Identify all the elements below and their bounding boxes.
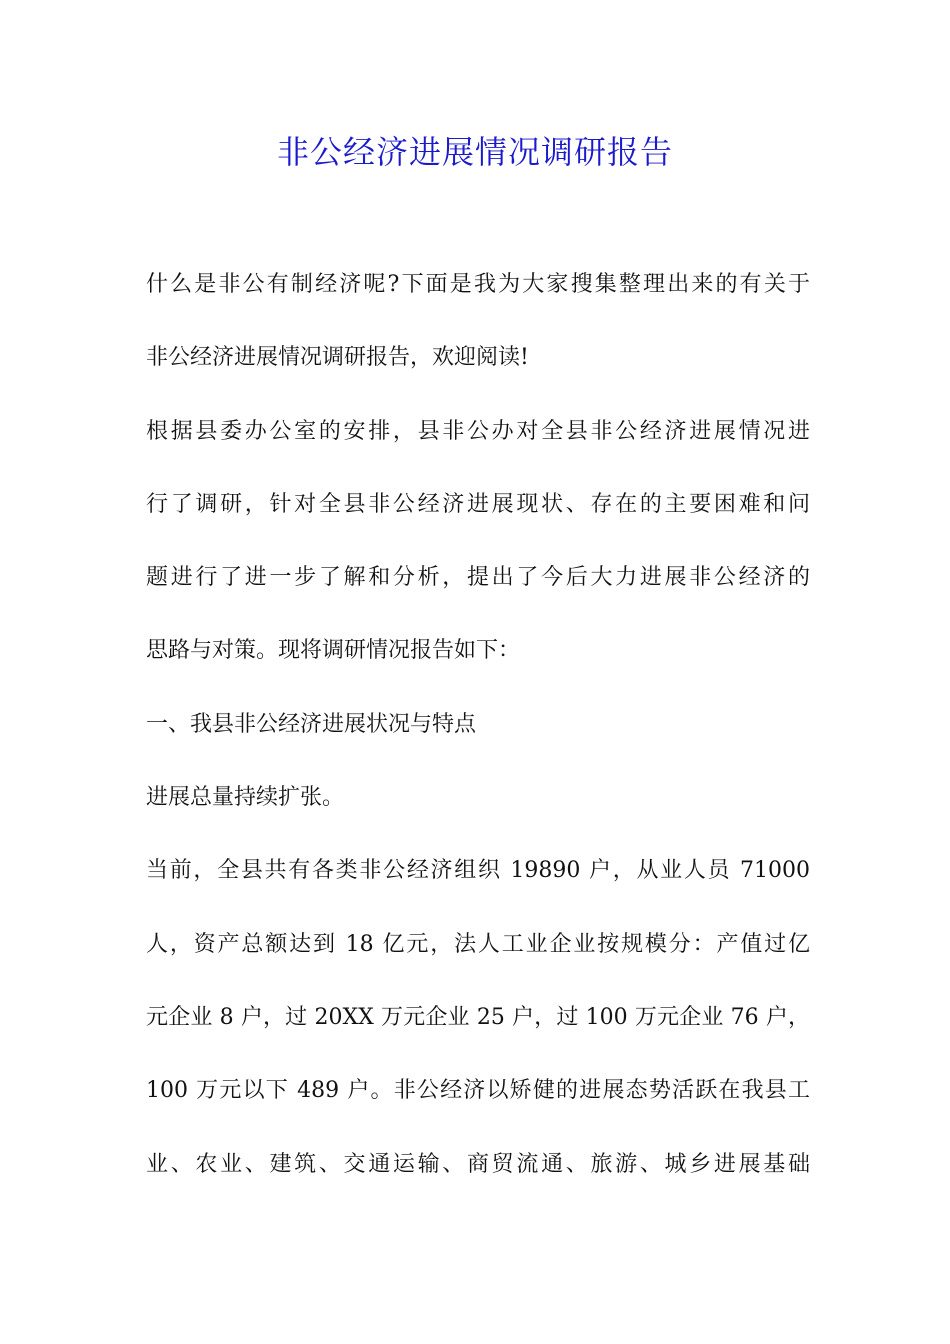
body-line: 非公经济进展情况调研报告，欢迎阅读!	[146, 345, 529, 371]
body-line: 什么是非公有制经济呢?下面是我为大家搜集整理出来的有关于	[146, 272, 810, 297]
body-line: 题进行了进一步了解和分析，提出了今后大力进展非公经济的	[146, 565, 810, 591]
body-line: 业、农业、建筑、交通运输、商贸流通、旅游、城乡进展基础	[146, 1151, 810, 1177]
body-line: 根据县委办公室的安排，县非公办对全县非公经济进展情况进	[146, 418, 810, 444]
document-title: 非公经济进展情况调研报告	[276, 133, 673, 171]
body-line: 人，资产总额达到 18 亿元，法人工业企业按规模分：产值过亿	[146, 931, 810, 957]
body-line: 100 万元以下 489 户。非公经济以矫健的进展态势活跃在我县工	[146, 1078, 810, 1104]
document-body	[146, 262, 810, 1215]
body-line: 元企业 8 户，过 20XX 万元企业 25 户，过 100 万元企业 76 户，	[146, 1004, 810, 1030]
section-heading: 一、我县非公经济进展状况与特点	[146, 711, 477, 737]
body-line: 行了调研，针对全县非公经济进展现状、存在的主要困难和问	[146, 491, 810, 517]
body-line: 进展总量持续扩张。	[146, 785, 345, 811]
body-line: 思路与对策。现将调研情况报告如下：	[146, 638, 521, 664]
body-line: 当前，全县共有各类非公经济组织 19890 户，从业人员 71000	[146, 858, 810, 884]
